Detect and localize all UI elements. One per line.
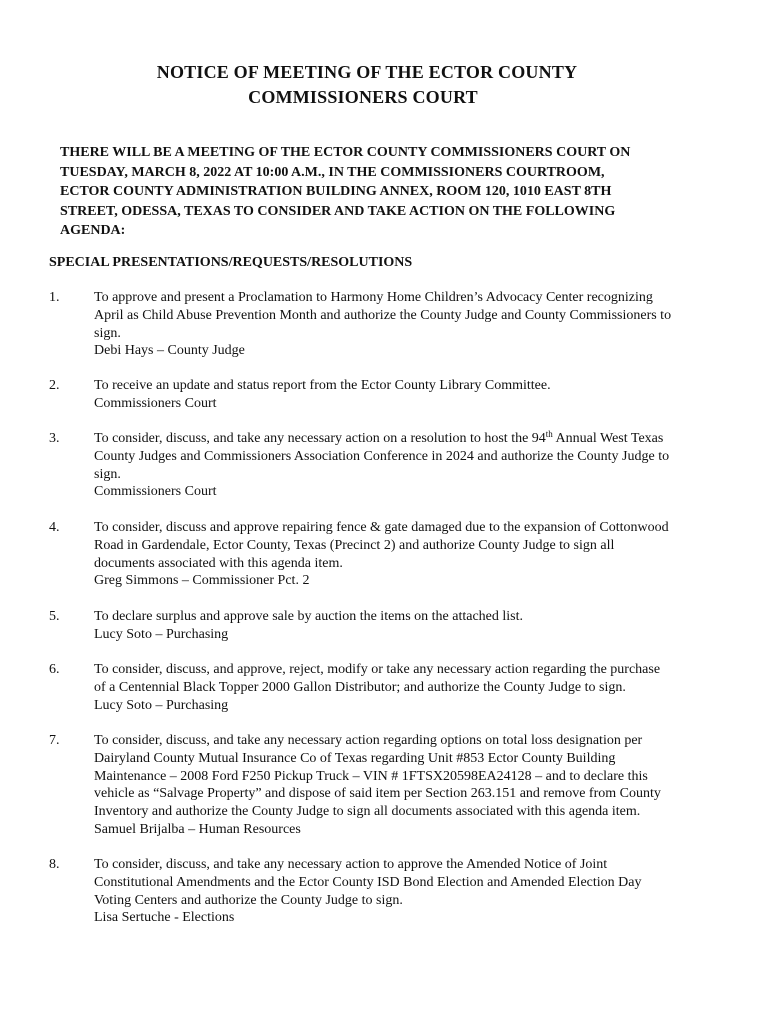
agenda-item-body: [94, 661, 724, 714]
intro-line: TUESDAY, MARCH 8, 2022 AT 10:00 A.M., IN THE COMMISSIONERS COURTROOM,: [60, 164, 605, 180]
agenda-item-number: 2.: [49, 378, 60, 393]
agenda-item-text: documents associated with this agenda item.: [94, 555, 343, 571]
agenda-item-text: To consider, discuss and approve repairing fence & gate damaged due to the expansion of Cottonwood: [94, 520, 669, 535]
agenda-item-body: [94, 519, 724, 590]
agenda-item-presenter: Greg Simmons – Commissioner Pct. 2: [94, 573, 310, 589]
agenda-item-text: sign.: [94, 466, 121, 482]
agenda-item-body: [94, 377, 724, 413]
agenda-item-body: [94, 856, 724, 927]
agenda-item-body: [94, 289, 724, 360]
agenda-item-text: Road in Gardendale, Ector County, Texas (Precinct 2) and authorize County Judge to sign all: [94, 537, 615, 553]
agenda-item-text: Inventory and authorize the County Judge to sign all documents associated with this agenda item.: [94, 804, 641, 820]
agenda-item-text-part: To consider, discuss, and take any necessary action on a resolution to host the 94: [94, 431, 546, 446]
agenda-item-text: of a Centennial Black Topper 2000 Gallon Distributor; and authorize the County Judge to sign.: [94, 679, 626, 695]
intro-line: ECTOR COUNTY ADMINISTRATION BUILDING ANNEX, ROOM 120, 1010 EAST 8TH: [60, 184, 612, 199]
intro-line: AGENDA:: [60, 223, 126, 238]
agenda-item-text-part: Annual West Texas: [552, 431, 664, 446]
ordinal-suffix: th: [545, 429, 553, 439]
agenda-item-presenter: Commissioners Court: [94, 484, 217, 500]
agenda-item-body: [94, 732, 724, 839]
agenda-item-text: vehicle as “Salvage Property” and dispose of said item per Section 263.151 and remove from County: [94, 786, 661, 802]
intro-line: THERE WILL BE A MEETING OF THE ECTOR COUNTY COMMISSIONERS COURT ON: [60, 145, 631, 160]
agenda-item-text: To consider, discuss, and take any necessary action regarding options on total loss designation per: [94, 733, 643, 748]
agenda-item-text: Maintenance – 2008 Ford F250 Pickup Truck – VIN # 1FTSX20598EA24128 – and to declare this: [94, 768, 648, 784]
agenda-item-text: To approve and present a Proclamation to Harmony Home Children’s Advocacy Center recognizing: [94, 290, 653, 305]
agenda-item-number: 1.: [49, 290, 60, 305]
agenda-item-body: [94, 608, 724, 644]
agenda-item-text: To declare surplus and approve sale by auction the items on the attached list.: [94, 609, 523, 624]
section-heading: SPECIAL PRESENTATIONS/REQUESTS/RESOLUTIONS: [49, 255, 413, 270]
agenda-item-text: Dairyland County Mutual Insurance Co of Texas regarding Unit #853 Ector County Building: [94, 750, 616, 766]
agenda-item-text: [94, 430, 724, 448]
agenda-item-number: 8.: [49, 857, 60, 872]
agenda-item-number: 6.: [49, 662, 60, 677]
agenda-item-text: Constitutional Amendments and the Ector County ISD Bond Election and Amended Election Day: [94, 874, 642, 890]
notice-title-line-1: NOTICE OF MEETING OF THE ECTOR COUNTY: [156, 62, 578, 82]
agenda-item-presenter: Lucy Soto – Purchasing: [94, 697, 229, 713]
meeting-intro-paragraph: [60, 143, 700, 241]
agenda-item-number: 4.: [49, 520, 60, 535]
agenda-item-presenter: Lucy Soto – Purchasing: [94, 626, 229, 642]
agenda-item-presenter: Lisa Sertuche - Elections: [94, 910, 235, 926]
agenda-item-number: 7.: [49, 733, 60, 748]
agenda-item-presenter: Samuel Brijalba – Human Resources: [94, 821, 301, 837]
agenda-item-text: To receive an update and status report from the Ector County Library Committee.: [94, 378, 551, 393]
agenda-item-number: 3.: [49, 431, 60, 446]
notice-title-line-2: COMMISSIONERS COURT: [248, 87, 478, 107]
agenda-item-text: To consider, discuss, and approve, reject, modify or take any necessary action regarding the purchase: [94, 662, 661, 677]
agenda-item-text: April as Child Abuse Prevention Month and authorize the County Judge and County Commissioners to: [94, 307, 672, 323]
agenda-item-text: To consider, discuss, and take any necessary action to approve the Amended Notice of Joint: [94, 857, 608, 872]
agenda-item-presenter: Commissioners Court: [94, 395, 217, 411]
agenda-item-number: 5.: [49, 609, 60, 624]
agenda-item-body: [94, 430, 724, 501]
agenda-item-text: County Judges and Commissioners Association Conference in 2024 and authorize the County Judge to: [94, 448, 670, 464]
agenda-item-presenter: Debi Hays – County Judge: [94, 343, 245, 359]
agenda-item-text: Voting Centers and authorize the County Judge to sign.: [94, 892, 403, 908]
intro-line: STREET, ODESSA, TEXAS TO CONSIDER AND TAKE ACTION ON THE FOLLOWING: [60, 203, 616, 219]
agenda-item-text: sign.: [94, 325, 121, 341]
